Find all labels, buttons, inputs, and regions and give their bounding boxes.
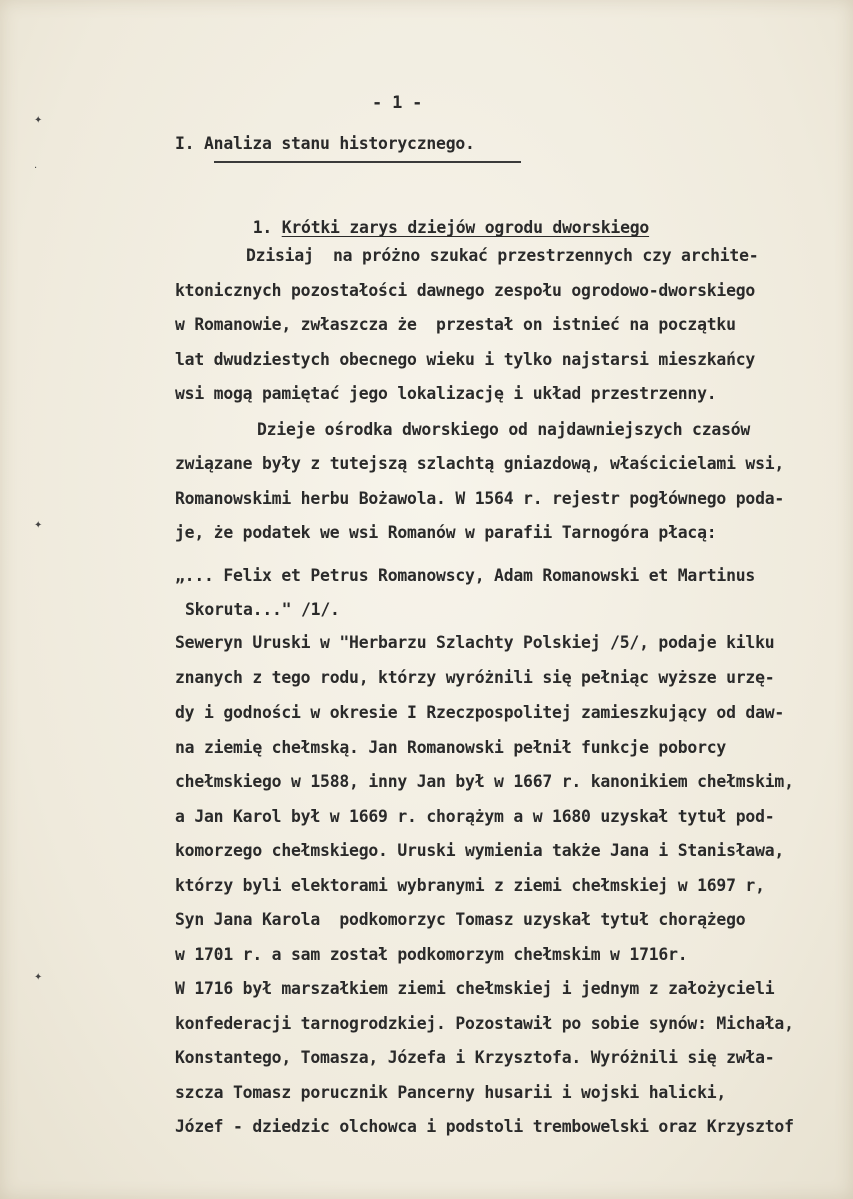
text-line: Syn Jana Karola podkomorzyc Tomasz uzyskał tytuł chorążego	[175, 910, 746, 929]
text-line: wsi mogą pamiętać jego lokalizację i układ przestrzenny.	[175, 384, 717, 403]
margin-mark: ✦	[34, 520, 43, 531]
text-line: szcza Tomasz porucznik Pancerny husarii i wojski halicki,	[175, 1083, 727, 1102]
page-number: - 1 -	[372, 93, 423, 113]
text-line: dy i godności w okresie I Rzeczpospolitej zamieszkujący od daw-	[175, 703, 785, 722]
section-heading: I. Analiza stanu historycznego.	[175, 134, 475, 153]
text-line: w 1701 r. a sam został podkomorzym chełmskim w 1716r.	[175, 945, 688, 964]
text-line: którzy byli elektorami wybranymi z ziemi chełmskiej w 1697 r,	[175, 876, 765, 895]
text-line: W 1716 był marszałkiem ziemi chełmskiej i jednym z założycieli	[175, 979, 775, 998]
subsection-number: 1.	[252, 218, 273, 237]
text-line: Konstantego, Tomasza, Józefa i Krzysztofa. Wyróżnili się zwła-	[175, 1048, 775, 1067]
heading-underline	[214, 161, 521, 163]
subsection-title: Krótki zarys dziejów ogrodu dworskiego	[281, 218, 650, 237]
text-line: chełmskiego w 1588, inny Jan był w 1667 r. kanonikiem chełmskim,	[175, 772, 794, 791]
margin-mark: ·	[34, 163, 38, 174]
text-line: związane były z tutejszą szlachtą gniazdową, właścicielami wsi,	[175, 454, 785, 473]
margin-mark: ✦	[34, 972, 43, 983]
text-line: lat dwudziestych obecnego wieku i tylko najstarsi mieszkańcy	[175, 350, 756, 369]
text-line: je, że podatek we wsi Romanów w parafii Tarnogóra płacą:	[175, 523, 717, 542]
text-line: znanych z tego rodu, którzy wyróżnili się pełniąc wyższe urzę-	[175, 668, 775, 687]
text-line: Józef - dziedzic olchowca i podstoli trembowelski oraz Krzysztof	[175, 1117, 794, 1136]
text-line: konfederacji tarnogrodzkiej. Pozostawił po sobie synów: Michała,	[175, 1014, 794, 1033]
text-line: Dzisiaj na próżno szukać przestrzennych czy archite-	[246, 246, 759, 265]
text-line: Dzieje ośrodka dworskiego od najdawniejszych czasów	[257, 420, 751, 439]
text-line: komorzego chełmskiego. Uruski wymienia także Jana i Stanisława,	[175, 841, 785, 860]
text-line: Seweryn Uruski w "Herbarzu Szlachty Polskiej /5/, podaje kilku	[175, 633, 775, 652]
text-line: na ziemię chełmską. Jan Romanowski pełnił funkcje poborcy	[175, 738, 727, 757]
text-line: ktonicznych pozostałości dawnego zespołu ogrodowo-dworskiego	[175, 281, 756, 300]
quote-line: Skoruta..." /1/.	[185, 600, 340, 619]
quote-line: „... Felix et Petrus Romanowscy, Adam Romanowski et Martinus	[175, 566, 756, 585]
margin-mark: ✦	[34, 115, 43, 126]
text-line: a Jan Karol był w 1669 r. chorążym a w 1680 uzyskał tytuł pod-	[175, 807, 775, 826]
text-line: w Romanowie, zwłaszcza że przestał on istnieć na początku	[175, 315, 736, 334]
text-line: Romanowskimi herbu Bożawola. W 1564 r. rejestr pogłównego poda-	[175, 489, 785, 508]
